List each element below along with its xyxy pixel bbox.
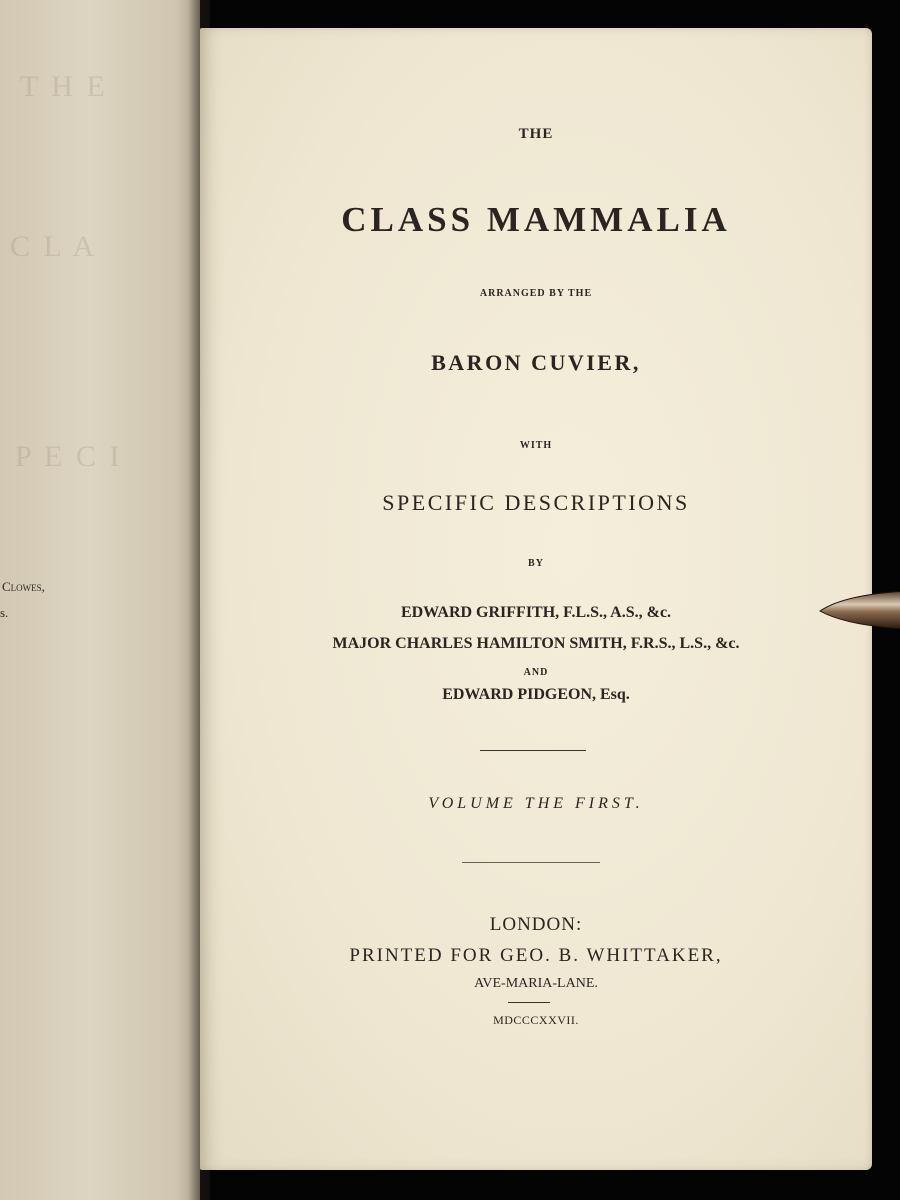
facing-page-text: s. bbox=[0, 605, 9, 620]
divider-rule bbox=[508, 1002, 550, 1003]
divider-rule bbox=[462, 862, 600, 863]
subtitle: SPECIFIC DESCRIPTIONS bbox=[382, 490, 690, 515]
arranger-name: BARON CUVIER, bbox=[431, 350, 641, 375]
author-name: EDWARD PIDGEON, Esq. bbox=[442, 686, 630, 703]
facing-page bbox=[0, 0, 200, 1200]
imprint-place: LONDON: bbox=[489, 914, 583, 935]
title-article: THE bbox=[518, 126, 554, 142]
divider-rule bbox=[480, 750, 586, 751]
facing-page-text: Clowes, bbox=[2, 579, 45, 594]
title-page bbox=[200, 28, 872, 1170]
author-name: MAJOR CHARLES HAMILTON SMITH, F.R.S., L.S., &c. bbox=[332, 635, 740, 652]
and-label: AND bbox=[523, 667, 549, 678]
with-label: WITH bbox=[519, 440, 553, 451]
show-through-text: C L A bbox=[10, 230, 98, 263]
show-through-text: P E C I bbox=[15, 440, 123, 473]
arranged-by: ARRANGED BY THE bbox=[479, 288, 593, 299]
page-marker bbox=[818, 589, 900, 633]
volume-statement: VOLUME THE FIRST. bbox=[428, 795, 644, 812]
author-name: EDWARD GRIFFITH, F.L.S., A.S., &c. bbox=[400, 604, 672, 621]
imprint-printer: PRINTED FOR GEO. B. WHITTAKER, bbox=[349, 945, 723, 966]
book-title: CLASS MAMMALIA bbox=[341, 200, 731, 239]
by-label: BY bbox=[528, 558, 544, 569]
imprint-address: AVE-MARIA-LANE. bbox=[474, 976, 598, 991]
imprint-year: MDCCCXXVII. bbox=[493, 1013, 579, 1027]
show-through-text: T H E bbox=[20, 70, 108, 103]
